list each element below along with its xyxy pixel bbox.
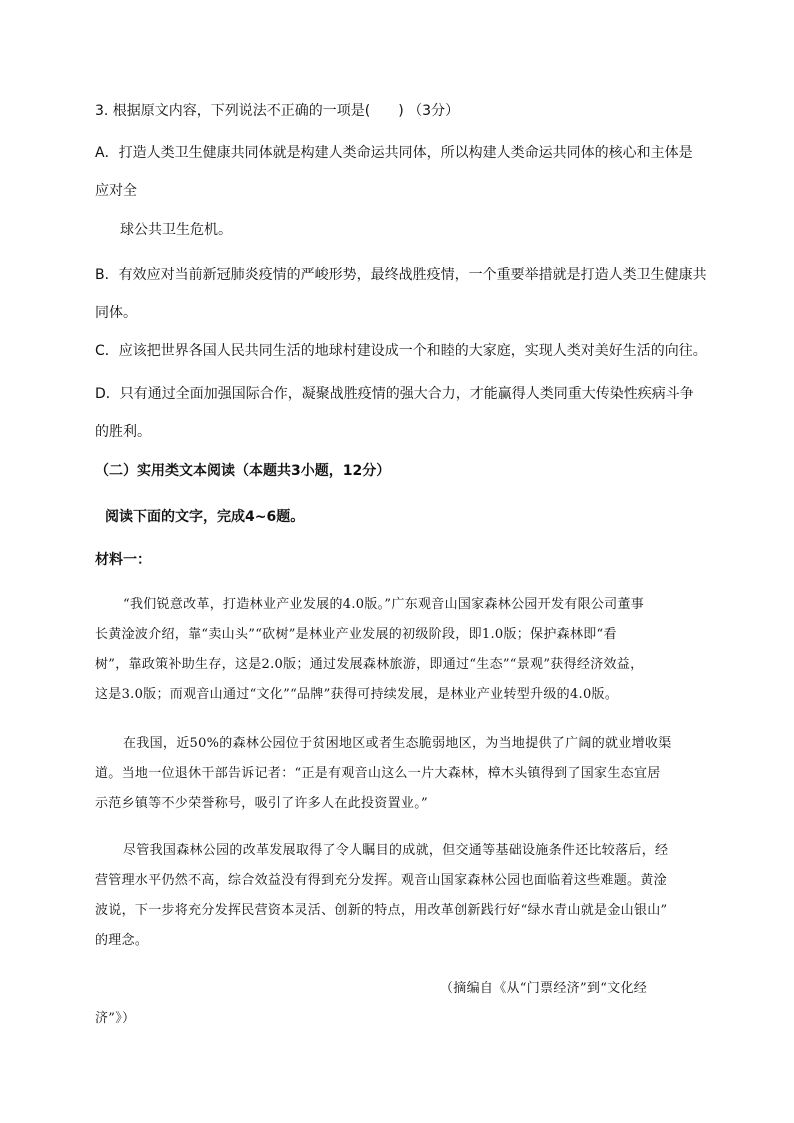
paragraph-line: 这是3.0版；而观音山通过“文化”“品牌”获得可持续发展，是林业产业转型升级的4.0版。: [95, 687, 619, 702]
paragraph-line: 的理念。: [95, 933, 149, 948]
paragraph-line: 波说，下一步将充分发挥民营资本灵活、创新的特点，用改革创新践行好“绿水青山就是金山银山”: [95, 903, 668, 918]
option-b-line-2: 同体。: [95, 305, 137, 321]
option-b-line-1: B．有效应对当前新冠肺炎疫情的严峻形势，最终战胜疫情，一个重要举措就是打造人类卫生健康共: [95, 267, 707, 283]
paragraph-line: 树”，靠政策补助生存，这是2.0版；通过发展森林旅游，即通过“生态”“景观”获得经济效益，: [95, 657, 644, 672]
paragraph-line: 长黄淦波介绍，靠“卖山头”“砍树”是林业产业发展的初级阶段，即1.0版；保护森林即“看: [95, 627, 617, 642]
source-citation-line-2: 济”》）: [95, 1011, 136, 1026]
paragraph-line: 在我国，近50%的森林公园位于贫困地区或者生态脆弱地区，为当地提供了广阔的就业增收渠: [123, 736, 672, 751]
material-label: 材料一：: [95, 552, 151, 568]
option-c: C．应该把世界各国人民共同生活的地球村建设成一个和睦的大家庭，实现人类对美好生活的向往。: [95, 343, 707, 359]
option-a-line-3: 球公共卫生危机。: [120, 222, 232, 238]
material-paragraph-2: [95, 729, 705, 819]
section-heading: （二）实用类文本阅读（本题共3小题，12分）: [95, 463, 391, 479]
paragraph-line: 尽管我国森林公园的改革发展取得了令人瞩目的成就，但交通等基础设施条件还比较落后，经: [123, 843, 669, 858]
option-a-line-1: A．打造人类卫生健康共同体就是构建人类命运共同体，所以构建人类命运共同体的核心和主体是: [95, 145, 693, 161]
option-a-line-2: 应对全: [95, 183, 137, 199]
option-d: [95, 375, 705, 451]
material-paragraph-3: [95, 836, 705, 956]
option-d-line-1: D．只有通过全面加强国际合作，凝聚战胜疫情的强大合力，才能赢得人类同重大传染性疾病斗争: [95, 386, 694, 402]
paragraph-line: 道。当地一位退休干部告诉记者：“正是有观音山这么一片大森林，樟木头镇得到了国家生态宜居: [95, 766, 661, 781]
material-paragraph-1: [95, 590, 705, 710]
option-a: [95, 134, 705, 210]
option-d-line-2: 的胜利。: [95, 424, 151, 440]
question-stem: 3. 根据原文内容，下列说法不正确的一项是( ) （3分）: [95, 103, 460, 119]
source-citation-line-1: （摘编自《从“门票经济”到“文化经: [440, 981, 648, 996]
paragraph-line: 营管理水平仍然不高，综合效益没有得到充分发挥。观音山国家森林公园也面临着这些难题。黄淦: [95, 873, 667, 888]
option-b: [95, 256, 705, 332]
paragraph-line: “我们锐意改革，打造林业产业发展的4.0版。”广东观音山国家森林公园开发有限公司董事: [123, 597, 645, 612]
section-instruction: 阅读下面的文字，完成4~6题。: [105, 509, 305, 525]
paragraph-line: 示范乡镇等不少荣誉称号，吸引了许多人在此投资置业。”: [95, 796, 428, 811]
